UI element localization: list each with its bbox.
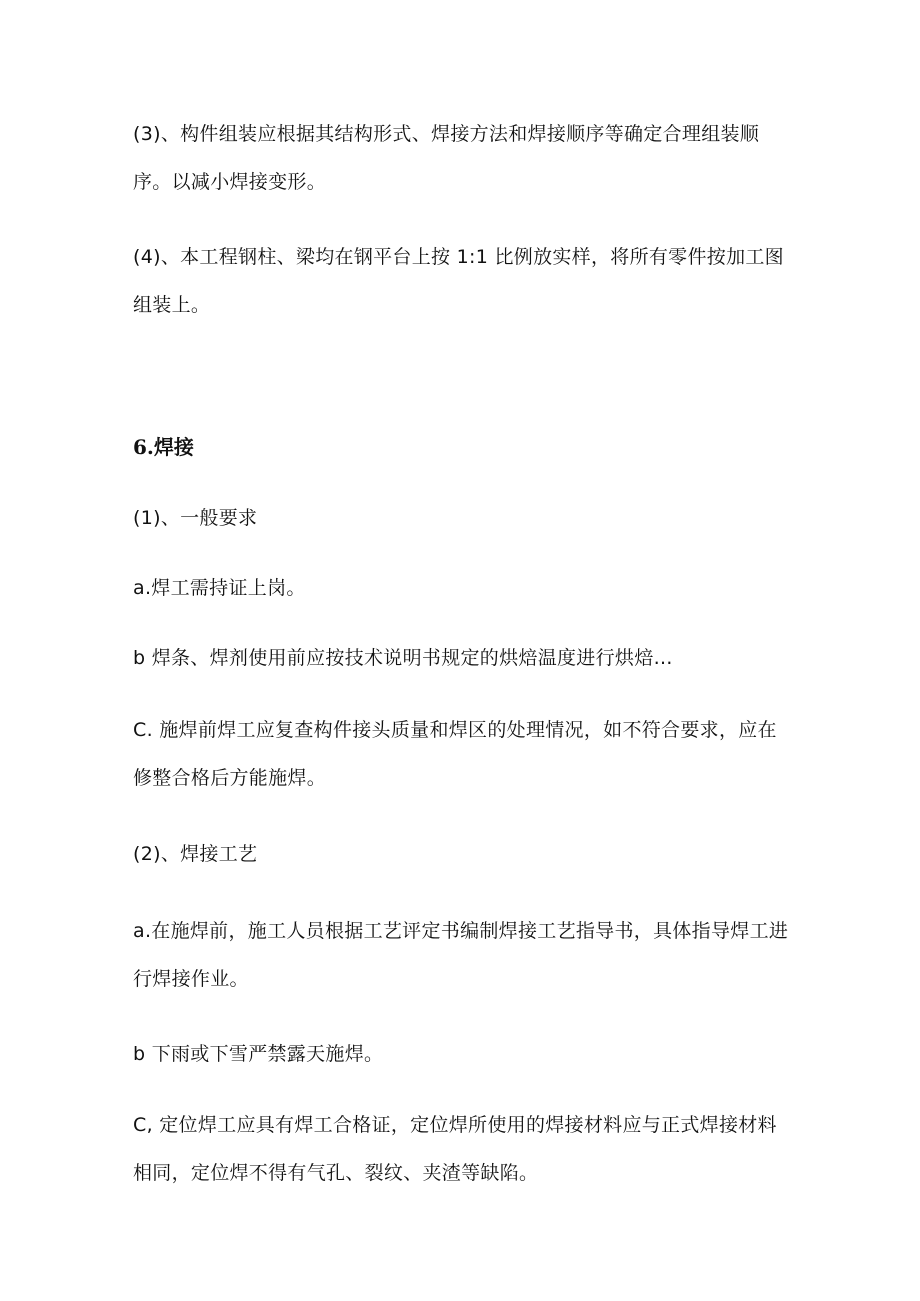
subsection-general-requirements: (1)、一般要求 <box>133 507 258 529</box>
list-item-1c: C. 施焊前焊工应复查构件接头质量和焊区的处理情况，如不符合要求，应在修整合格后方能施焊。 <box>133 719 777 789</box>
list-item-2c: C, 定位焊工应具有焊工合格证，定位焊所使用的焊接材料应与正式焊接材料相同，定位焊不得有气孔、裂纹、夹渣等缺陷。 <box>133 1114 777 1184</box>
list-item-1a: a.焊工需持证上岗。 <box>133 577 306 599</box>
list-item-2b: b 下雨或下雪严禁露天施焊。 <box>133 1043 384 1065</box>
paragraph-3: (3)、构件组装应根据其结构形式、焊接方法和焊接顺序等确定合理组装顺序。以减小焊接变形。 <box>133 123 760 193</box>
section-heading: 6.焊接 <box>133 435 194 459</box>
list-item-2a: a.在施焊前，施工人员根据工艺评定书编制焊接工艺指导书，具体指导焊工进行焊接作业。 <box>133 920 789 990</box>
paragraph-4: (4)、本工程钢柱、梁均在钢平台上按 1:1 比例放实样，将所有零件按加工图组装上。 <box>133 246 784 316</box>
subsection-welding-process: (2)、焊接工艺 <box>133 843 258 865</box>
list-item-1b: b 焊条、焊剂使用前应按技术说明书规定的烘焙温度进行烘焙… <box>133 647 673 669</box>
